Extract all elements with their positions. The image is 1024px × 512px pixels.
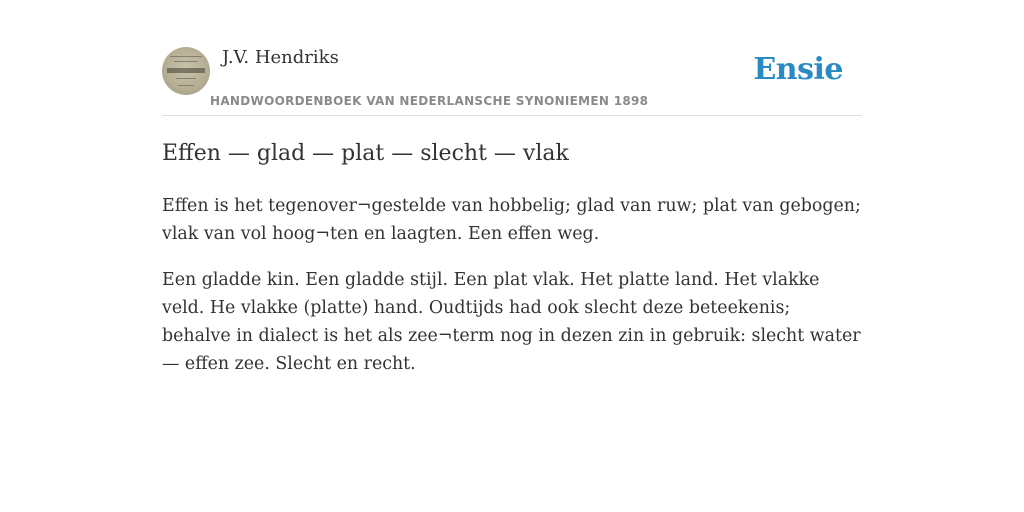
avatar-detail	[178, 85, 194, 86]
avatar[interactable]	[162, 47, 210, 95]
entry-paragraph: Effen is het tegenover¬gestelde van hobbelig; glad van ruw; plat van gebogen; vlak van vol hoog¬ten en laagten. Een effen weg.	[162, 196, 861, 244]
avatar-detail	[170, 56, 202, 57]
entry-card	[162, 0, 862, 512]
entry-header	[162, 0, 862, 116]
entry-paragraph: Een gladde kin. Een gladde stijl. Een plat vlak. Het platte land. Het vlakke veld. He vlakke (platte) hand. Oudtijds had ook slecht deze beteekenis; behalve in dialect is het als zee¬term nog in dezen zin in gebruik: slecht water — effen zee. Slecht en recht.	[162, 270, 861, 374]
entry-title: Effen — glad — plat — slecht — vlak	[162, 141, 569, 166]
source-title[interactable]: HANDWOORDENBOEK VAN NEDERLANSCHE SYNONIEMEN 1898	[210, 94, 649, 108]
author-name[interactable]: J.V. Hendriks	[222, 47, 339, 68]
avatar-detail	[167, 68, 205, 73]
entry-body	[162, 192, 862, 396]
avatar-detail	[174, 61, 198, 62]
avatar-detail	[176, 78, 196, 79]
ensie-logo[interactable]: Ensie	[753, 52, 843, 87]
